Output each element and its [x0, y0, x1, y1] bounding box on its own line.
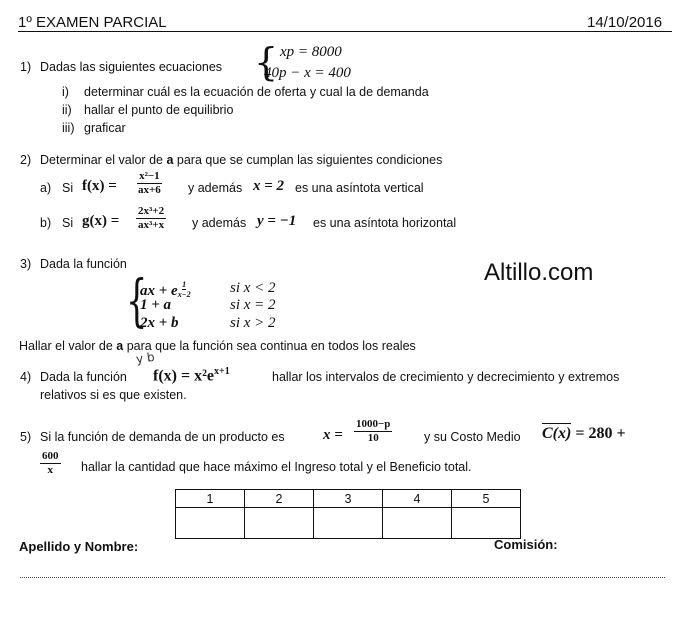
q3-text: Dada la función [40, 257, 127, 271]
q3-followup: Hallar el valor de a para que la función sea continua en todos los reales [19, 339, 416, 353]
q3-case-1-expr: ax + e $^{\frac{1}{x-2}}$ [140, 280, 191, 299]
q4-text-3: relativos si es que existen. [40, 388, 187, 402]
q2b-si: Si [62, 216, 74, 230]
score-cell [452, 508, 521, 539]
score-header: 5 [452, 490, 521, 508]
q4-function: $f(x) = x^2e^{x+1}$ [153, 366, 230, 385]
q2b-fraction [136, 205, 166, 232]
q4-number: 4) [20, 370, 32, 384]
q2b-numerator: 2x³+2 [138, 205, 165, 217]
q5-lhs: x = [323, 427, 343, 443]
q1-number: 1) [20, 60, 32, 74]
score-header: 2 [245, 490, 314, 508]
q5-fraction-2 [40, 450, 61, 477]
q3-exp-denominator: x−2 [177, 290, 191, 299]
q2a-fraction [136, 170, 163, 197]
exam-date: 14/10/2016 [587, 14, 663, 31]
q5-text-2: y su Costo Medio [424, 430, 521, 444]
watermark: Altillo.com [484, 259, 594, 286]
q5-denominator: 10 [367, 432, 379, 444]
q2-number: 2) [20, 153, 32, 167]
q3-number: 3) [20, 257, 32, 271]
q5-fraction-2-numerator: 600 [42, 450, 59, 462]
q2a-denominator: ax+6 [138, 184, 161, 196]
q1-item-label: i) [62, 85, 69, 99]
name-label: Apellido y Nombre: [19, 539, 139, 554]
q2a-si: Si [62, 181, 74, 195]
score-header: 1 [176, 490, 245, 508]
q3-case-2-cond: si x = 2 [230, 297, 276, 313]
q1-item-text: graficar [84, 121, 126, 135]
q1-item-text: determinar cuál es la ecuación de oferta y cual la de demanda [84, 85, 429, 99]
q5-text-3: hallar la cantidad que hace máximo el Ingreso total y el Beneficio total. [81, 460, 472, 474]
q2a-condition: x = 2 [253, 178, 285, 194]
q2a-result: es una asíntota vertical [295, 181, 424, 195]
q5-fraction [354, 418, 392, 445]
q1-item-label: iii) [62, 121, 75, 135]
header-rule [18, 31, 672, 32]
q1-text: Dadas las siguientes ecuaciones [40, 60, 223, 74]
score-cell [176, 508, 245, 539]
score-cell [314, 508, 383, 539]
score-cell [245, 508, 314, 539]
commission-label: Comisión: [494, 537, 558, 552]
q5-fraction-2-denominator: x [47, 464, 53, 476]
q5-number: 5) [20, 430, 32, 444]
score-cell [383, 508, 452, 539]
q3-exp-numerator: 1 [182, 280, 187, 289]
q2b-label: b) [40, 216, 52, 230]
q3-case-3-expr: 2x + b [140, 315, 179, 331]
q2b-cond-text: y además [192, 216, 247, 230]
q4-text: Dada la función [40, 370, 127, 384]
exam-title: 1º EXAMEN PARCIAL [18, 14, 167, 31]
q5-text: Si la función de demanda de un producto es [40, 430, 285, 444]
q5-average-cost: C(x) = 280 + [542, 425, 626, 442]
q2b-condition: y = −1 [257, 213, 297, 229]
q3-case-1-cond: si x < 2 [230, 280, 276, 296]
score-header: 4 [383, 490, 452, 508]
q3-case-3-cond: si x > 2 [230, 315, 276, 331]
q1-brace: { [254, 40, 279, 84]
score-table [175, 489, 521, 539]
q2a-function: f(x) = [82, 178, 117, 194]
q5-numerator: 1000−p [356, 418, 391, 430]
name-dotted-line [20, 577, 665, 578]
q3-brace: { [126, 269, 148, 334]
q1-equation-1: xp = 8000 [280, 44, 342, 60]
q4-text-2: hallar los intervalos de crecimiento y decrecimiento y extremos [272, 370, 620, 384]
q2a-cond-text: y además [188, 181, 243, 195]
q3-case-2-expr: 1 + a [140, 297, 172, 313]
q1-item-text: hallar el punto de equilibrio [84, 103, 234, 117]
q2b-function: g(x) = [82, 213, 120, 229]
q1-equation-2: 40p − x = 400 [264, 65, 351, 81]
q2a-numerator: x²−1 [139, 170, 160, 182]
q2-text: Determinar el valor de a para que se cumplan las siguientes condiciones [40, 153, 443, 167]
q2a-label: a) [40, 181, 52, 195]
handwritten-note: y b [135, 349, 156, 367]
q1-item-label: ii) [62, 103, 72, 117]
q2b-denominator: ax³+x [138, 219, 165, 231]
score-header: 3 [314, 490, 383, 508]
q2b-result: es una asíntota horizontal [313, 216, 457, 230]
